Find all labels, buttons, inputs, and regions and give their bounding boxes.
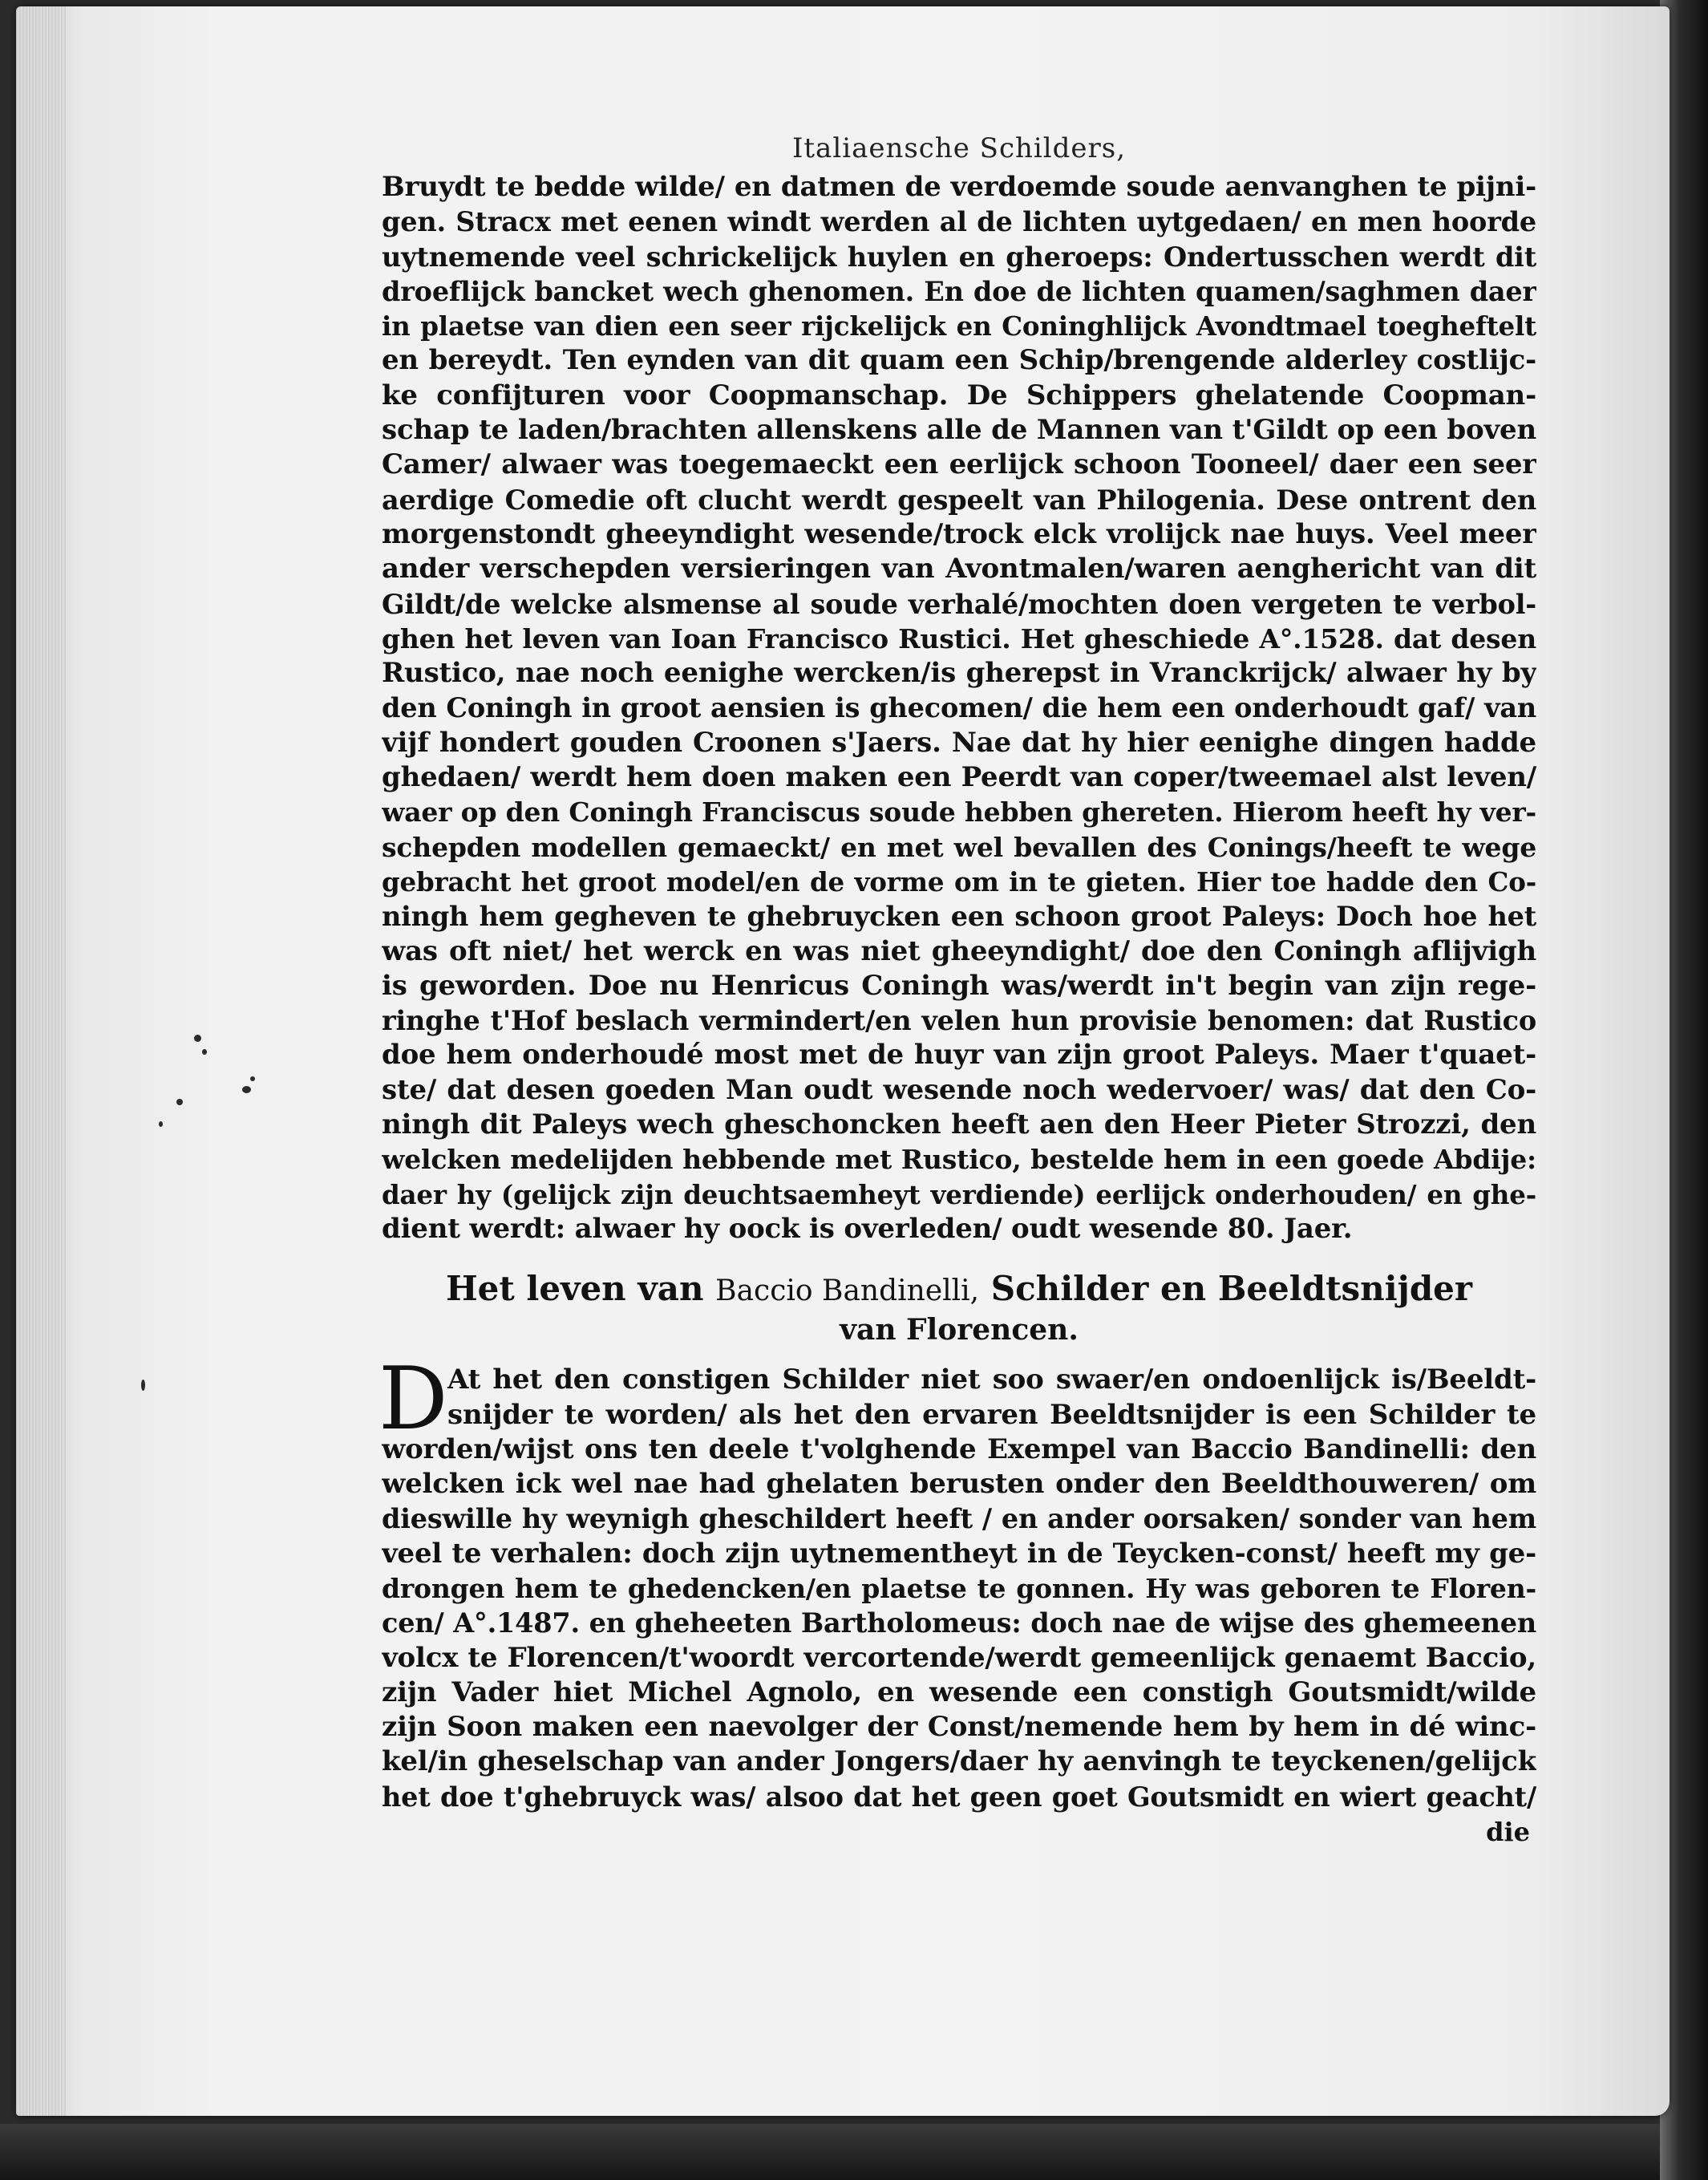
- drop-cap: D: [378, 1349, 448, 1450]
- text-line: welcken medelijden hebbende met Rustico, bestelde hem in een goede Abdije:: [382, 1144, 1536, 1176]
- text-line: ste/ dat desen goeden Man oudt wesende noch wedervoer/ was/ dat den Co-: [382, 1073, 1536, 1106]
- text-line: schepden modellen gemaeckt/ en met wel bevallen des Conings/heeft te wege: [382, 831, 1536, 863]
- text-line: waer op den Coningh Franciscus soude hebben ghereten. Hierom heeft hy ver-: [382, 796, 1536, 829]
- text-line: Gildt/de welcke alsmense al soude verhalé/mochten doen vergeten te verbol-: [382, 588, 1536, 620]
- text-line: Rustico, nae noch eenighe wercken/is gherepst in Vranckrijck/ alwaer hy by: [382, 657, 1536, 690]
- text-line: veel te verhalen: doch zijn uytnementheyt in de Teycken-const/ heeft my ge-: [382, 1537, 1536, 1570]
- text-line: Camer/ alwaer was toegemaeckt een eerlijck schoon Tooneel/ daer een seer: [382, 448, 1536, 481]
- text-block: [378, 127, 1536, 1850]
- text-line: ghedaen/ werdt hem doen maken een Peerdt van coper/tweemael alst leven/: [382, 761, 1536, 794]
- ink-speck: [194, 1035, 201, 1042]
- ink-speck: [159, 1121, 163, 1127]
- text-line: morgenstondt gheeyndight wesende/trock elck vrolijck nae huys. Veel meer: [382, 517, 1536, 550]
- text-line: gebracht het groot model/en de vorme om in te gieten. Hier toe hadde den Co-: [382, 865, 1536, 898]
- text-line: daer hy (gelijck zijn deuchtsaemheyt verdiende) eerlijck onderhouden/ en ghe-: [382, 1178, 1536, 1210]
- heading-lead: Het leven van: [445, 1269, 704, 1309]
- text-line: dieswille hy weynigh gheschildert heeft / en ander oorsaken/ sonder van hem: [382, 1503, 1536, 1535]
- text-line: schap te laden/brachten allenskens alle de Mannen van t'Gildt op een boven: [382, 414, 1536, 447]
- text-line: en bereydt. Ten eynden van dit quam een Schip/brengende alderley costlijc-: [382, 344, 1536, 377]
- ink-speck: [141, 1380, 145, 1391]
- text-line: is geworden. Doe nu Henricus Coningh was/werdt in't begin van zijn rege-: [382, 969, 1536, 1002]
- text-line: vijf hondert gouden Croonen s'Jaers. Nae dat hy hier eenighe dingen hadde: [382, 726, 1536, 759]
- text-line: doe hem onderhoudé most met de huyr van zijn groot Paleys. Maer t'quaet-: [382, 1039, 1536, 1072]
- book-page: [16, 6, 1670, 2116]
- heading-name: Baccio Bandinelli,: [715, 1274, 980, 1308]
- text-line: At het den constigen Schilder niet soo swaer/en ondoenlijck is/Beeldt-: [447, 1364, 1536, 1396]
- page-stack-edges: [16, 6, 66, 2116]
- text-line: ringhe t'Hof beslach vermindert/en velen hun provisie benomen: dat Rustico: [382, 1005, 1536, 1037]
- text-line: gen. Stracx met eenen windt werden al de lichten uytgedaen/ en men hoorde: [382, 206, 1536, 238]
- text-line: ander verschepden versieringen van Avontmalen/waren aenghericht van dit: [382, 553, 1536, 586]
- text-line: uytnemende veel schrickelijck huylen en gheroeps: Ondertusschen werdt dit: [382, 241, 1536, 273]
- text-line: in plaetse van dien een seer rijckelijck en Coninghlijck Avondtmael toegheftelt: [382, 310, 1536, 342]
- section-heading: [382, 1269, 1536, 1348]
- text-line: zijn Vader hiet Michel Agnolo, en wesende een constigh Goutsmidt/wilde: [382, 1676, 1536, 1708]
- text-line: het doe t'ghebruyck was/ alsoo dat het geen goet Goutsmidt en wiert geacht/: [382, 1781, 1536, 1813]
- text-line: Bruydt te bedde wilde/ en datmen de verdoemde soude aenvanghen te pijni-: [382, 171, 1536, 203]
- text-line: zijn Soon maken een naevolger der Const/nemende hem by hem in dé winc-: [382, 1711, 1536, 1744]
- catchword: die: [1486, 1817, 1530, 1848]
- text-line: kel/in gheselschap van ander Jongers/daer hy aenvingh te teyckenen/gelijck: [382, 1745, 1536, 1778]
- text-line: drongen hem te ghedencken/en plaetse te gonnen. Hy was geboren te Floren-: [382, 1572, 1536, 1604]
- text-line: worden/wijst ons ten deele t'volghende Exempel van Baccio Bandinelli: den: [382, 1432, 1536, 1465]
- text-line: snijder te worden/ als het den ervaren Beeldtsnijder is een Schilder te: [447, 1398, 1536, 1431]
- text-line: droeflijck bancket wech ghenomen. En doe de lichten quamen/saghmen daer: [382, 275, 1536, 307]
- text-line: volcx te Florencen/t'woordt vercortende/werdt gemeenlijck genaemt Baccio,: [382, 1641, 1536, 1674]
- text-line: dient werdt: alwaer hy oock is overleden/ oudt wesende 80. Jaer.: [382, 1212, 1353, 1245]
- ink-speck: [202, 1049, 207, 1055]
- ink-speck: [242, 1086, 251, 1093]
- text-line: aerdige Comedie oft clucht werdt gespeelt van Philogenia. Dese ontrent den: [382, 484, 1536, 516]
- text-line: ningh hem gegheven te ghebruycken een schoon groot Paleys: Doch hoe het: [382, 901, 1536, 933]
- scan-backdrop: [0, 2124, 1708, 2180]
- text-line: ke confijturen voor Coopmanschap. De Schippers ghelatende Coopman-: [382, 379, 1536, 411]
- ink-speck: [176, 1099, 183, 1105]
- text-line: cen/ A°.1487. en gheheeten Bartholomeus: doch nae de wijse des ghemeenen: [382, 1607, 1536, 1639]
- ink-speck: [250, 1076, 255, 1081]
- text-line: ghen het leven van Ioan Francisco Rustici. Het gheschiede A°.1528. dat desen: [382, 622, 1536, 654]
- heading-trail: Schilder en Beeldtsnijder: [990, 1269, 1473, 1309]
- section-text: [378, 1349, 1536, 1814]
- text-line: ningh dit Paleys wech gheschoncken heeft aen den Heer Pieter Strozzi, den: [382, 1108, 1536, 1141]
- running-head: Italiaensche Schilders,: [791, 132, 1127, 164]
- body-text: [382, 170, 1536, 1246]
- text-line: welcken ick wel nae had ghelaten berusten onder den Beeldthouweren/ om: [382, 1468, 1536, 1501]
- text-line: was oft niet/ het werck en was niet gheeyndight/ doe den Coningh aflijvigh: [382, 934, 1536, 967]
- heading-subtitle: van Florencen.: [840, 1313, 1079, 1347]
- text-line: den Coningh in groot aensien is ghecomen/ die hem een onderhoudt gaf/ van: [382, 692, 1536, 724]
